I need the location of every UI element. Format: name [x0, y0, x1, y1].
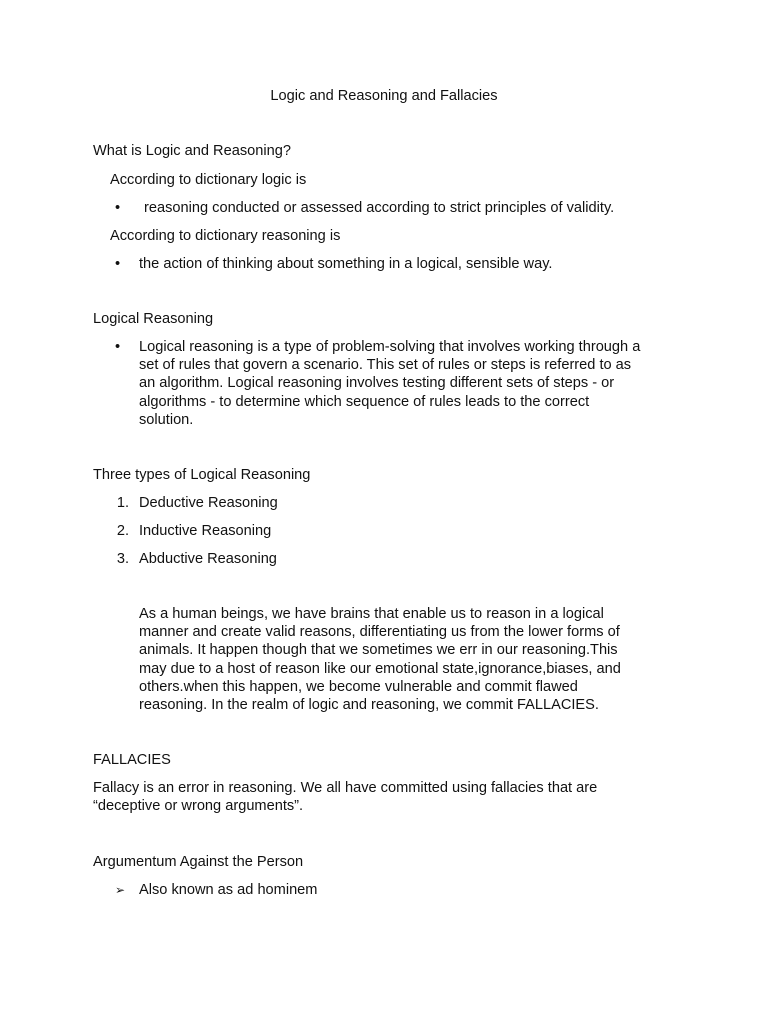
paragraph-line: algorithms - to determine which sequence of rules leads to the correct: [139, 394, 590, 410]
paragraph-line: set of rules that govern a scenario. This set of rules or steps is referred to as: [139, 357, 632, 373]
bullet-icon: •: [115, 200, 121, 216]
section-heading-three-types: Three types of Logical Reasoning: [93, 467, 311, 483]
paragraph-line: Fallacy is an error in reasoning. We all have committed using fallacies that are: [93, 780, 598, 796]
list-number: 2.: [116, 523, 129, 539]
bullet-icon: •: [115, 339, 121, 355]
section-heading-logic-reasoning: What is Logic and Reasoning?: [93, 143, 291, 159]
logic-intro-text: According to dictionary logic is: [110, 172, 307, 188]
paragraph-line: reasoning. In the realm of logic and reasoning, we commit FALLACIES.: [139, 697, 599, 713]
paragraph-line: “deceptive or wrong arguments”.: [93, 798, 304, 814]
paragraph-line: Logical reasoning is a type of problem-solving that involves working through a: [139, 339, 641, 355]
paragraph-line: solution.: [139, 412, 194, 428]
list-number: 1.: [116, 495, 129, 511]
paragraph-line: manner and create valid reasons, differentiating us from the lower forms of: [139, 624, 620, 640]
section-heading-logical-reasoning: Logical Reasoning: [93, 311, 214, 327]
paragraph-line: others.when this happen, we become vulnerable and commit flawed: [139, 679, 578, 695]
bullet-icon: •: [115, 256, 121, 272]
list-item-deductive: Deductive Reasoning: [139, 495, 278, 511]
paragraph-line: As a human beings, we have brains that enable us to reason in a logical: [139, 606, 604, 622]
reasoning-intro-text: According to dictionary reasoning is: [110, 228, 341, 244]
list-item-abductive: Abductive Reasoning: [139, 551, 277, 567]
arrow-bullet-icon: ➢: [115, 883, 126, 897]
list-item-ad-hominem: Also known as ad hominem: [139, 882, 318, 898]
section-heading-fallacies: FALLACIES: [93, 752, 171, 768]
logic-definition: reasoning conducted or assessed according to strict principles of validity.: [144, 200, 615, 216]
document-title: Logic and Reasoning and Fallacies: [270, 88, 498, 104]
list-item-inductive: Inductive Reasoning: [139, 523, 272, 539]
reasoning-definition: the action of thinking about something in a logical, sensible way.: [139, 256, 553, 272]
paragraph-line: animals. It happen though that we sometimes we err in our reasoning.This: [139, 642, 618, 658]
list-number: 3.: [116, 551, 129, 567]
paragraph-line: an algorithm. Logical reasoning involves testing different sets of steps - or: [139, 375, 615, 391]
paragraph-line: may due to a host of reason like our emotional state,ignorance,biases, and: [139, 661, 621, 677]
section-heading-argumentum: Argumentum Against the Person: [93, 854, 304, 870]
